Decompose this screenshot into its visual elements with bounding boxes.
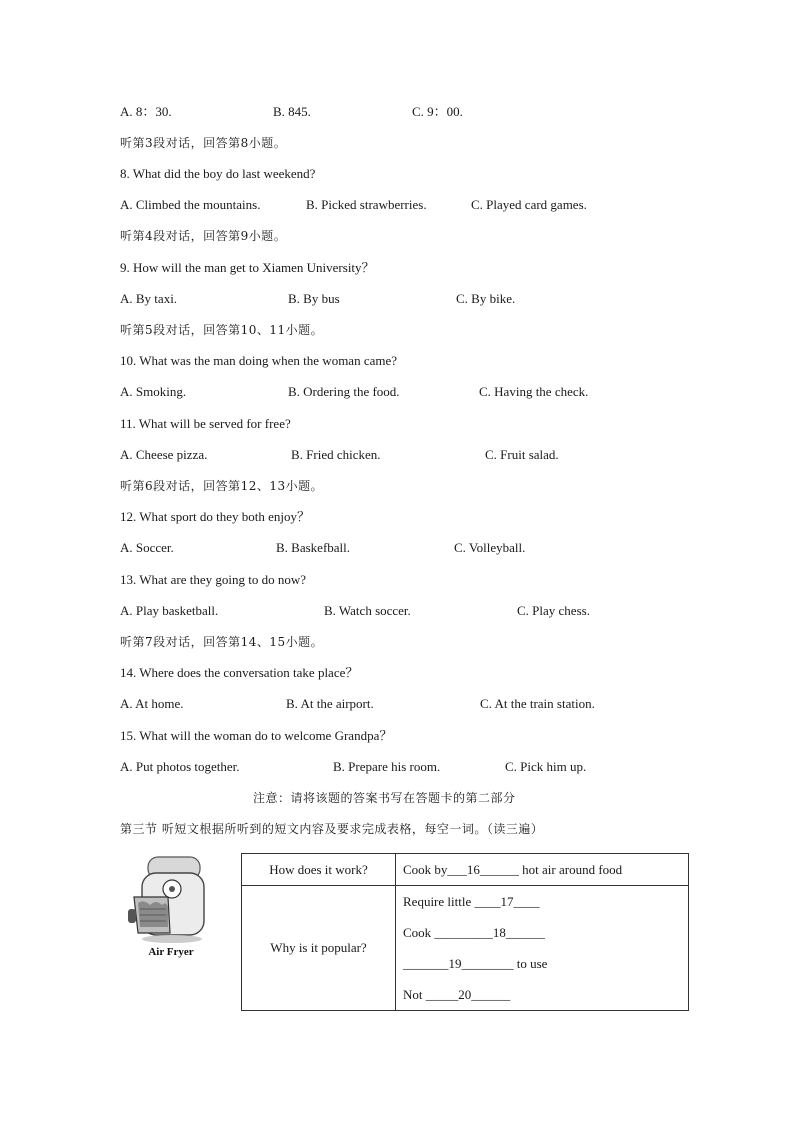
q14-option-c: C. At the train station. [480, 696, 595, 711]
blank-19: _______19________ to use [403, 956, 548, 971]
blank-18: Cook _________18______ [403, 925, 545, 940]
air-fryer-table [241, 853, 689, 1011]
air-fryer-image [128, 851, 214, 959]
q10-option-a: A. Smoking. [120, 384, 187, 399]
q13-option-b: B. Watch soccer. [324, 603, 411, 618]
air-fryer-caption: Air Fryer [148, 946, 194, 958]
table-q1: How does it work? [242, 854, 396, 886]
q7-option-c: C. 9：00. [412, 104, 463, 119]
section-instruction-3: 听第3段对话，回答第8小题。 [120, 136, 287, 150]
q10-stem: 10. What was the man doing when the woman came? [120, 353, 398, 368]
section-instruction-6: 听第6段对话，回答第12、13小题。 [120, 479, 324, 493]
q12-stem: 12. What sport do they both enjoy？ [120, 509, 311, 524]
q15-option-a: A. Put photos together. [120, 759, 240, 774]
q11-option-c: C. Fruit salad. [485, 447, 559, 462]
q13-option-c: C. Play chess. [517, 603, 590, 618]
q12-option-a: A. Soccer. [120, 540, 174, 555]
q12-option-c: C. Volleyball. [454, 540, 526, 555]
q9-stem: 9. How will the man get to Xiamen University？ [120, 260, 375, 275]
q15-option-c: C. Pick him up. [505, 759, 587, 774]
q9-option-a: A. By taxi. [120, 291, 178, 306]
q10-option-c: C. Having the check. [479, 384, 589, 399]
q8-option-c: C. Played card games. [471, 197, 587, 212]
q15-option-b: B. Prepare his room. [333, 759, 441, 774]
q12-option-b: B. Baskefball. [276, 540, 351, 555]
q8-option-a: A. Climbed the mountains. [120, 197, 261, 212]
q9-option-c: C. By bike. [456, 291, 516, 306]
section-instruction-7: 听第7段对话，回答第14、15小题。 [120, 635, 324, 649]
answer-note: 注意：请将该题的答案书写在答题卡的第二部分 [253, 791, 516, 805]
table-a2-cell [396, 886, 689, 1011]
q7-option-b: B. 845. [273, 104, 311, 119]
table-a1: Cook by___16______ hot air around food [396, 854, 689, 886]
q15-stem: 15. What will the woman do to welcome Grandpa？ [120, 728, 393, 743]
q8-option-b: B. Picked strawberries. [306, 197, 427, 212]
q13-stem: 13. What are they going to do now? [120, 572, 307, 587]
q14-option-a: A. At home. [120, 696, 184, 711]
q13-option-a: A. Play basketball. [120, 603, 219, 618]
q11-option-b: B. Fried chicken. [291, 447, 381, 462]
q9-option-b: B. By bus [288, 291, 340, 306]
section-instruction-5: 听第5段对话，回答第10、11小题。 [120, 323, 324, 337]
q8-stem: 8. What did the boy do last weekend? [120, 166, 316, 181]
section-instruction-4: 听第4段对话，回答第9小题。 [120, 229, 287, 243]
blank-17: Require little ____17____ [403, 894, 540, 909]
q11-stem: 11. What will be served for free? [120, 416, 291, 431]
q7-option-a: A. 8：30. [120, 104, 172, 119]
table-q2: Why is it popular? [242, 886, 396, 1011]
q14-stem: 14. Where does the conversation take place？ [120, 665, 359, 680]
blank-20: Not _____20______ [403, 987, 511, 1002]
section-3-heading: 第三节 听短文根据所听到的短文内容及要求完成表格，每空一词。（读三遍） [120, 822, 544, 836]
q11-option-a: A. Cheese pizza. [120, 447, 208, 462]
q14-option-b: B. At the airport. [286, 696, 374, 711]
q10-option-b: B. Ordering the food. [288, 384, 400, 399]
